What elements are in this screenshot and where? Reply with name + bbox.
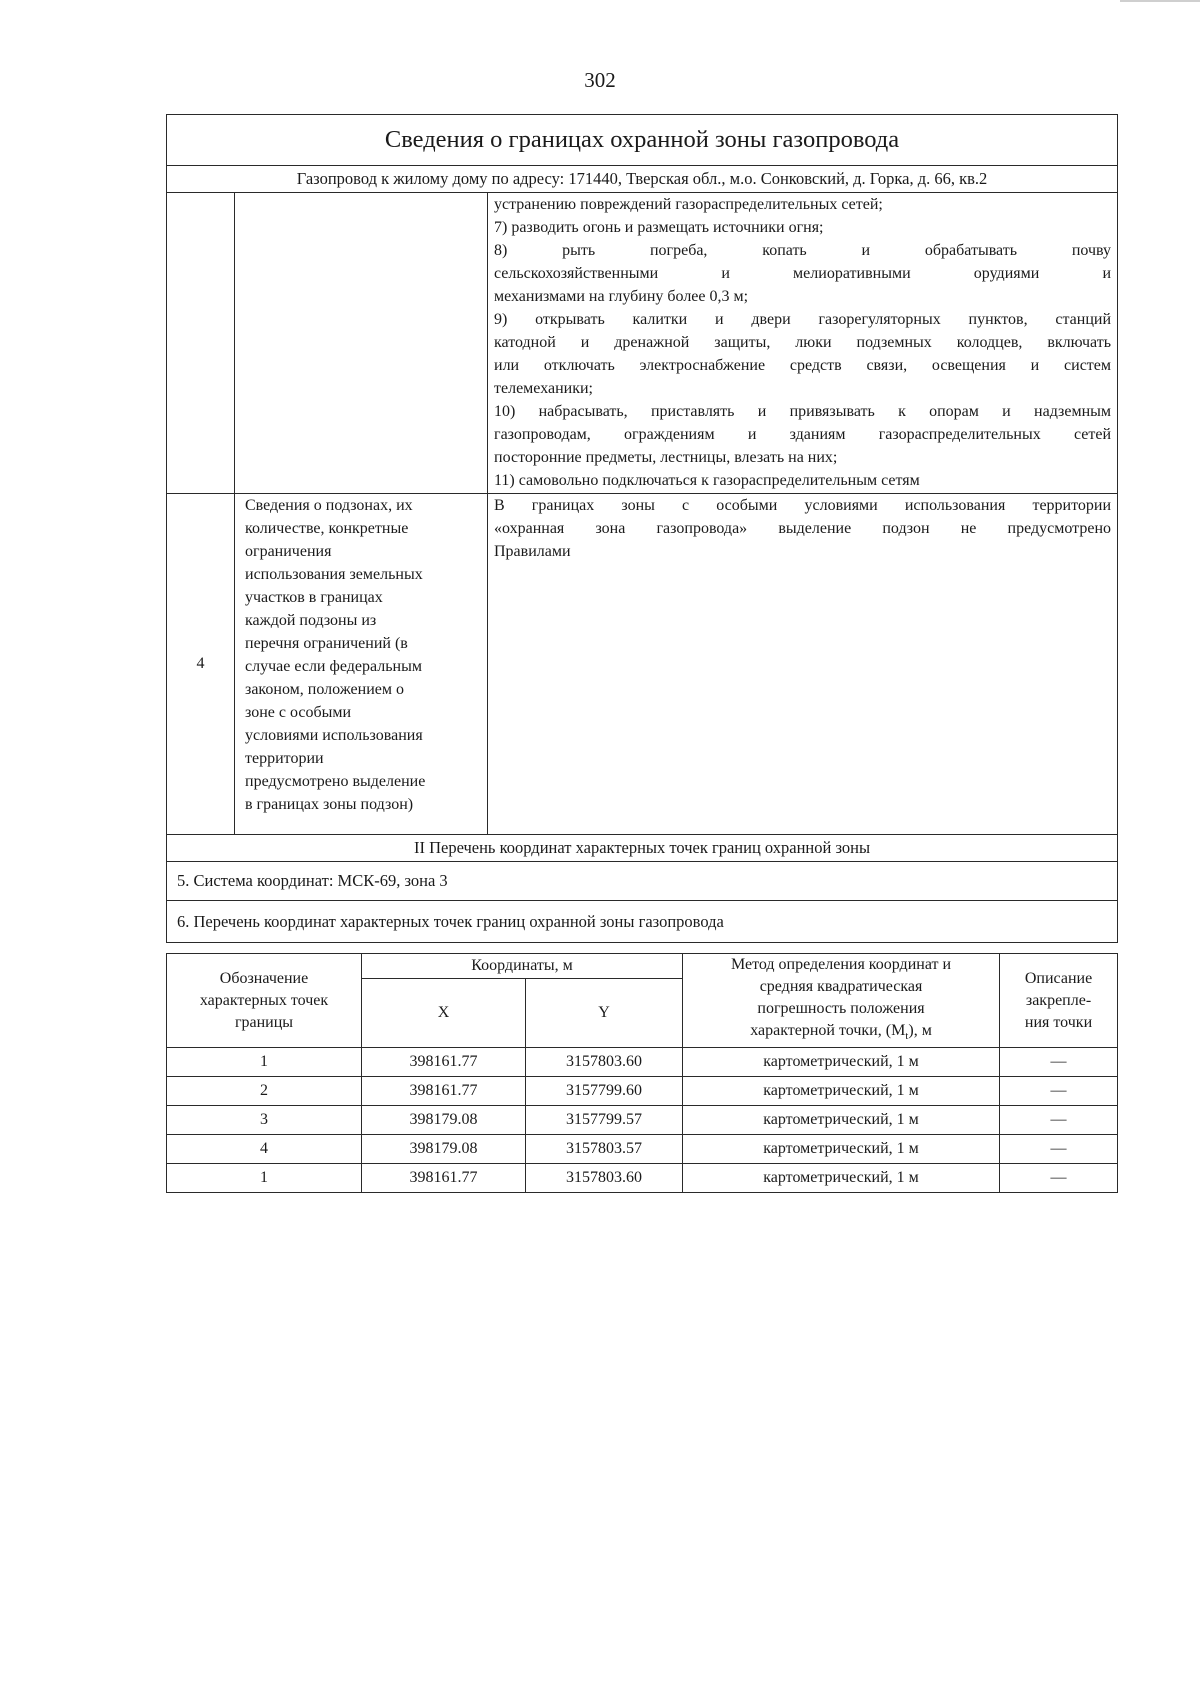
fixing-description: — — [1000, 1048, 1118, 1077]
restriction-line: 7) разводить огонь и размещать источники огня; — [494, 219, 824, 236]
point-id: 2 — [167, 1077, 362, 1106]
subzones-label-line: территории — [245, 750, 324, 767]
restriction-line: катодной и дренажной защиты, люки подземных колодцев, включать — [494, 334, 1112, 351]
restriction-line: газопроводам, ограждениям и зданиям газораспределительных сетей — [494, 426, 1112, 443]
subzones-value-line: Правилами — [494, 543, 571, 560]
subzones-label-line: ограничения — [245, 543, 332, 560]
coordinate-list-title: 6. Перечень координат характерных точек границ охранной зоны газопровода — [167, 901, 1118, 943]
fixing-description: — — [1000, 1164, 1118, 1193]
subzones-label — [235, 494, 488, 835]
header-designation — [167, 954, 362, 1048]
header-y: Y — [526, 978, 683, 1048]
subzones-label-line: использования земельных — [245, 566, 423, 583]
table-row — [167, 1164, 1118, 1193]
restrictions-continued-row — [167, 193, 1118, 494]
restriction-line: 11) самовольно подключаться к газораспределительным сетям — [494, 472, 920, 489]
restriction-line: 10) набрасывать, приставлять и привязывать к опорам и надземным — [494, 403, 1112, 420]
zone-info-table — [166, 114, 1118, 943]
coordinate-system: 5. Система координат: МСК-69, зона 3 — [167, 862, 1118, 901]
coord-x: 398161.77 — [362, 1077, 526, 1106]
table-row — [167, 1077, 1118, 1106]
coord-y: 3157803.60 — [526, 1048, 683, 1077]
coord-y: 3157799.60 — [526, 1077, 683, 1106]
method: картометрический, 1 м — [683, 1077, 1000, 1106]
header-coordinates: Координаты, м — [362, 954, 683, 979]
coord-y: 3157803.57 — [526, 1135, 683, 1164]
restrictions-text — [488, 193, 1118, 494]
restriction-line: телемеханики; — [494, 380, 593, 397]
table-row — [167, 1048, 1118, 1077]
subzones-value — [488, 494, 1118, 835]
point-id: 1 — [167, 1164, 362, 1193]
subzones-label-line: предусмотрено выделение — [245, 773, 426, 790]
section-title: II Перечень координат характерных точек границ охранной зоны — [167, 835, 1118, 862]
restriction-line: посторонние предметы, лестницы, влезать на них; — [494, 449, 838, 466]
header-x: X — [362, 978, 526, 1048]
fixing-description: — — [1000, 1106, 1118, 1135]
header-method-text: характерной точки, (M — [750, 1022, 906, 1039]
restriction-line: 9) открывать калитки и двери газорегуляторных пунктов, станций — [494, 311, 1112, 328]
method: картометрический, 1 м — [683, 1135, 1000, 1164]
subzones-label-line: перечня ограничений (в — [245, 635, 408, 652]
restriction-line: 8) рыть погреба, копать и обрабатывать почву — [494, 242, 1112, 259]
coord-x: 398179.08 — [362, 1135, 526, 1164]
coord-y: 3157799.57 — [526, 1106, 683, 1135]
header-designation-line: границы — [234, 1013, 294, 1031]
point-id: 4 — [167, 1135, 362, 1164]
method: картометрический, 1 м — [683, 1164, 1000, 1193]
subzones-label-line: участков в границах — [245, 589, 383, 606]
header-method-subscript: t — [905, 1030, 909, 1043]
pipeline-address: Газопровод к жилому дому по адресу: 171440, Тверская обл., м.о. Сонковский, д. Горка, д. 66, кв.2 — [167, 166, 1118, 193]
header-method-line — [686, 1020, 996, 1047]
subzones-label-line: Сведения о подзонах, их — [245, 497, 413, 514]
row-number-empty — [167, 193, 235, 494]
header-method-line: погрешность положения — [757, 1000, 925, 1017]
header-method-text: ), м — [908, 1022, 932, 1039]
header-method — [683, 954, 1000, 1048]
point-id: 1 — [167, 1048, 362, 1077]
fixing-description: — — [1000, 1135, 1118, 1164]
header-description-line: ния точки — [1024, 1013, 1093, 1031]
fixing-description: — — [1000, 1077, 1118, 1106]
header-method-line: Метод определения координат и — [730, 956, 952, 973]
restriction-line: устранению повреждений газораспределительных сетей; — [494, 196, 883, 213]
header-method-line: средняя квадратическая — [759, 978, 923, 995]
header-designation-line: характерных точек — [199, 991, 329, 1009]
method: картометрический, 1 м — [683, 1106, 1000, 1135]
point-id: 3 — [167, 1106, 362, 1135]
restriction-line: механизмами на глубину более 0,3 м; — [494, 288, 749, 305]
document-title: Сведения о границах охранной зоны газопровода — [167, 115, 1118, 166]
subzones-value-line: «охранная зона газопровода» выделение подзон не предусмотрено — [494, 520, 1112, 537]
restriction-line: или отключать электроснабжение средств связи, освещения и систем — [494, 357, 1112, 374]
page-number: 302 — [584, 68, 616, 92]
subzones-row — [167, 494, 1118, 835]
subzones-label-line: законом, положением о — [245, 681, 404, 698]
header-description-line: Описание — [1024, 969, 1093, 987]
header-designation-line: Обозначение — [219, 969, 309, 987]
subzones-value-line: В границах зоны с особыми условиями использования территории — [494, 497, 1112, 514]
coord-x: 398161.77 — [362, 1164, 526, 1193]
subzones-label-line: каждой подзоны из — [245, 612, 377, 629]
coord-y: 3157803.60 — [526, 1164, 683, 1193]
row-number: 4 — [167, 494, 235, 835]
coord-x: 398161.77 — [362, 1048, 526, 1077]
method: картометрический, 1 м — [683, 1048, 1000, 1077]
restriction-line: сельскохозяйственными и мелиоративными орудиями и — [494, 265, 1112, 282]
coordinates-table — [166, 953, 1118, 1193]
coord-x: 398179.08 — [362, 1106, 526, 1135]
row-label-empty — [235, 193, 488, 494]
subzones-label-line: зоне с особыми — [245, 704, 352, 721]
table-row — [167, 1106, 1118, 1135]
subzones-label-line: случае если федеральным — [245, 658, 422, 675]
subzones-label-line: количестве, конкретные — [245, 520, 409, 537]
subzones-label-line: в границах зоны подзон) — [245, 796, 414, 813]
header-description-line: закрепле- — [1025, 991, 1092, 1009]
scan-edge-mark — [1120, 0, 1200, 2]
subzones-label-line: условиями использования — [245, 727, 423, 744]
header-description — [1000, 954, 1118, 1048]
table-row — [167, 1135, 1118, 1164]
